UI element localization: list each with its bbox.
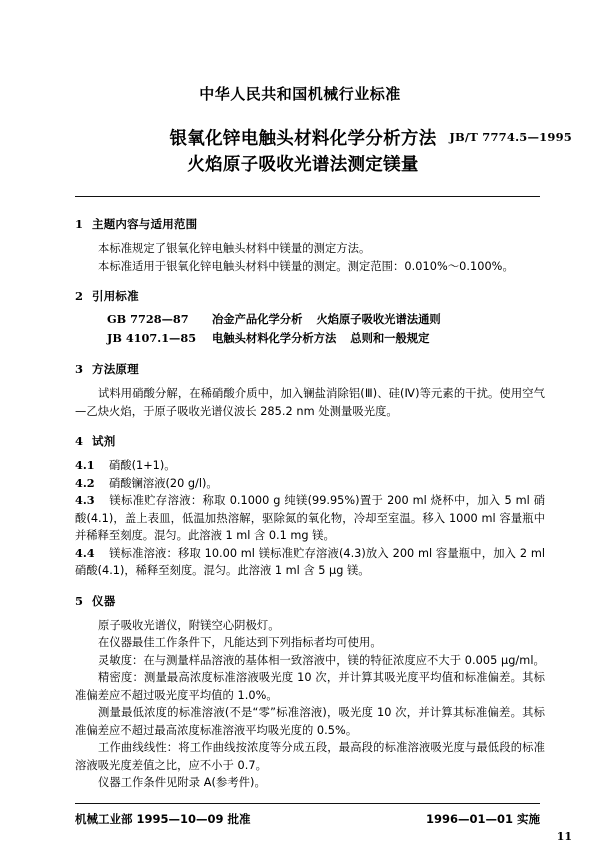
reference-row [75, 329, 545, 348]
header-divider-rule [75, 196, 540, 197]
document-footer [75, 811, 540, 827]
section-5-paragraph-2: 在仪器最佳工作条件下，凡能达到下列指标者均可使用。 [98, 636, 382, 649]
title-block [0, 126, 600, 184]
section-number-4: 4 [75, 434, 84, 448]
section-heading-4 [75, 433, 545, 450]
clause-text-4-3: 镁标准贮存溶液：称取 0.1000 g 纯镁(99.95%)置于 200 ml 烧杯中，加入 5 ml 硝酸(4.1)，盖上表皿，低温加热溶解，驱除氮的氧化物，冷却至室温。移入 1000 ml 容量瓶中并稀释至刻度。混匀。此溶液 1 ml 含 0.1 mg 镁。 [75, 494, 545, 542]
section-5-paragraph-5: 测量最低浓度的标准溶液(不是“零”标准溶液)，吸光度 10 次，并计算其标准偏差。其标准偏差应不超过最高浓度标准溶液平均吸光度的 0.5%。 [75, 706, 545, 737]
section-number-3: 3 [75, 362, 84, 376]
document-title-line-2: 火焰原子吸收光谱法测定镁量 [187, 155, 419, 175]
section-title-4: 试剂 [92, 434, 116, 448]
reference-desc-part1: 电触头材料化学分析方法 [212, 332, 337, 345]
section-title-1: 主题内容与适用范围 [92, 217, 198, 231]
section-heading-5 [75, 593, 545, 610]
clause-4-4 [75, 545, 545, 580]
referenced-standards-list [75, 310, 545, 348]
section-5-paragraph-1: 原子吸收光谱仪，附镁空心阴极灯。 [98, 618, 280, 632]
section-1-paragraph-1: 本标准规定了银氧化锌电触头材料中镁量的测定方法。 [98, 242, 371, 255]
section-number-1: 1 [75, 217, 84, 231]
clause-number-4-4: 4.4 [75, 545, 95, 560]
section-number-2: 2 [75, 289, 84, 303]
clause-4-1 [75, 457, 545, 475]
clause-number-4-2: 4.2 [75, 475, 95, 490]
section-title-5: 仪器 [92, 593, 116, 608]
section-5-paragraph-3: 灵敏度：在与测量样品溶液的基体相一致溶液中，镁的特征浓度应不大于 0.005 µg/ml。 [98, 653, 545, 667]
clause-4-2 [75, 475, 545, 493]
document-title-line-1: 银氧化锌电触头材料化学分析方法 [169, 129, 437, 149]
clause-number-4-3: 4.3 [75, 493, 95, 507]
reference-desc-part2: 总则和一般规定 [350, 332, 430, 345]
approval-statement: 机械工业部 1995—10—09 批准 [75, 812, 251, 826]
reference-row [75, 310, 545, 329]
document-header [0, 84, 600, 184]
reference-desc-part2: 火焰原子吸收光谱法通则 [316, 313, 441, 326]
page-number: 11 [556, 830, 572, 843]
section-heading-3 [75, 361, 545, 378]
section-title-2: 引用标准 [92, 289, 139, 303]
document-body [75, 216, 545, 792]
section-heading-1 [75, 216, 545, 233]
clause-text-4-4: 镁标准溶液：移取 10.00 ml 镁标准贮存溶液(4.3)放入 200 ml 容量瓶中，加入 2 ml 硝酸(4.1)，稀释至刻度。混匀。此溶液 1 ml 含 5 µg 镁。 [75, 546, 545, 577]
implementation-date: 1996—01—01 实施 [425, 812, 540, 826]
section-heading-2 [75, 288, 545, 305]
clause-4-3 [75, 492, 545, 545]
section-5-paragraph-7: 仪器工作条件见附录 A(参考件)。 [98, 776, 266, 789]
section-title-3: 方法原理 [92, 362, 139, 376]
section-1-paragraph-2: 本标准适用于银氧化锌电触头材料中镁量的测定。测定范围：0.010%～0.100%。 [98, 259, 514, 273]
reference-desc-part1: 冶金产品化学分析 [212, 313, 303, 326]
reference-code: JB 4107.1—85 [107, 331, 197, 345]
issuing-organization: 中华人民共和国机械行业标准 [199, 85, 401, 103]
clause-number-4-1: 4.1 [75, 458, 95, 472]
section-5-paragraph-4: 精密度：测量最高浓度标准溶液吸光度 10 次，并计算其吸光度平均值和标准偏差。其标准偏差应不超过吸光度平均值的 1.0%。 [75, 671, 545, 702]
clause-text-4-1: 硝酸(1+1)。 [109, 459, 176, 472]
section-3-paragraph-1: 试料用硝酸分解，在稀硝酸介质中，加入镧盐消除铝(Ⅲ)、硅(Ⅳ)等元素的干扰。使用空气—乙炔火焰，于原子吸收光谱仪波长 285.2 nm 处测量吸光度。 [75, 387, 545, 418]
clause-text-4-2: 硝酸镧溶液(20 g/l)。 [109, 476, 218, 490]
reference-code: GB 7728—87 [107, 312, 189, 326]
section-number-5: 5 [75, 593, 84, 608]
section-5-paragraph-6: 工作曲线线性：将工作曲线按浓度等分成五段，最高段的标准溶液吸光度与最低段的标准溶液吸光度差值之比，应不小于 0.7。 [75, 741, 545, 772]
footer-divider-rule [75, 803, 540, 804]
standard-number: JB/T 7774.5—1995 [449, 130, 572, 144]
